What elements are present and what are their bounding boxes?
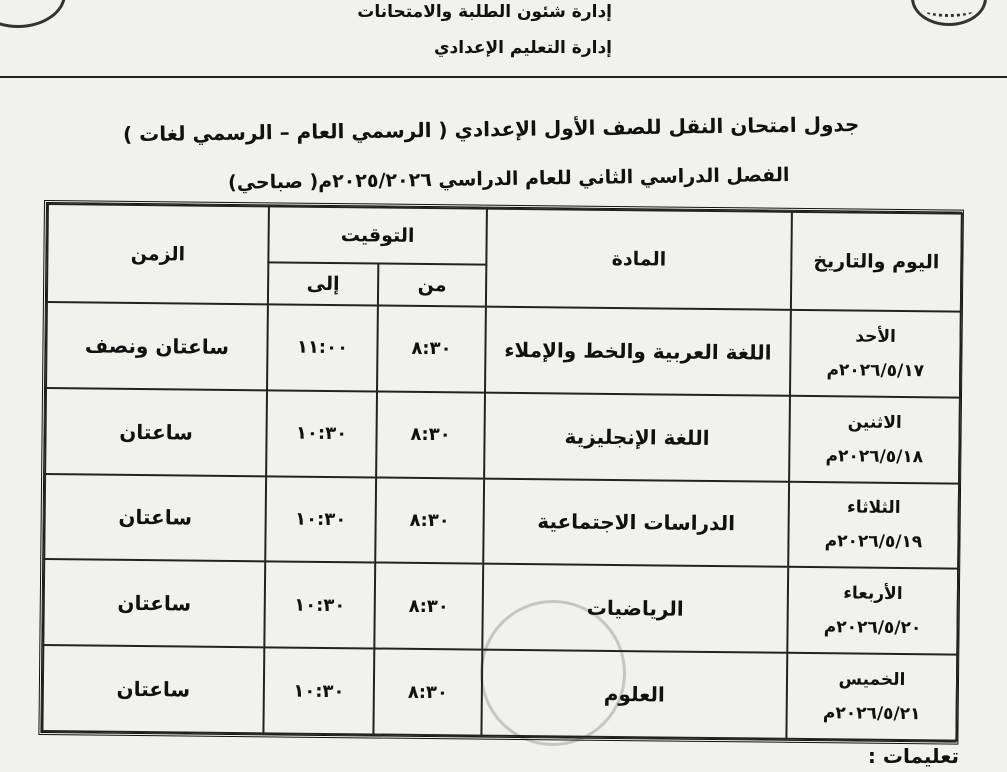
time-to-cell: ١١:٠٠ — [267, 304, 378, 391]
time-to-cell: ١٠:٣٠ — [263, 648, 374, 735]
day-date-cell — [786, 653, 957, 741]
ministry-seal-left — [0, 0, 66, 28]
exam-date: ٢٠٢٦/٥/١٩م — [824, 531, 923, 553]
header-duration: الزمن — [47, 204, 269, 304]
department-line-2: إدارة التعليم الإعدادي — [433, 38, 612, 58]
table-row — [44, 474, 959, 569]
header-to: إلى — [268, 262, 378, 305]
time-from-cell: ٨:٣٠ — [376, 391, 485, 478]
day-name: الاثنين — [847, 412, 902, 433]
time-from-cell: ٨:٣٠ — [374, 563, 483, 650]
document-subtitle: الفصل الدراسي الثاني للعام الدراسي ٢٠٢٥/٢٠٢٦م( صباحي) — [227, 164, 790, 194]
header-subject: المادة — [486, 209, 792, 310]
ministry-seal-right — [911, 0, 987, 26]
table-row — [42, 645, 957, 740]
document-title: جدول امتحان النقل للصف الأول الإعدادي ( الرسمي العام – الرسمي لغات ) — [122, 112, 860, 147]
header-day-date: اليوم والتاريخ — [791, 212, 962, 312]
subject-cell: العلوم — [481, 650, 787, 739]
table-row — [43, 559, 958, 654]
exam-date: ٢٠٢٦/٥/١٧م — [826, 360, 925, 382]
day-name: الثلاثاء — [846, 497, 901, 519]
duration-cell: ساعتان ونصف — [46, 302, 268, 390]
duration-cell: ساعتان — [42, 645, 264, 733]
subject-cell: الدراسات الاجتماعية — [483, 478, 789, 567]
duration-cell: ساعتان — [44, 474, 266, 562]
time-to-cell: ١٠:٣٠ — [264, 562, 375, 649]
department-line-1: إدارة شئون الطلبة والامتحانات — [357, 2, 612, 22]
header-from: من — [378, 264, 486, 307]
time-from-cell: ٨:٣٠ — [377, 306, 486, 393]
time-to-cell: ١٠:٣٠ — [265, 476, 376, 563]
time-from-cell: ٨:٣٠ — [373, 649, 482, 736]
header-divider — [0, 76, 1007, 78]
subject-cell: الرياضيات — [482, 564, 788, 653]
day-date-cell — [788, 481, 959, 569]
table-row — [46, 302, 961, 397]
day-date-cell — [787, 567, 958, 655]
exam-date: ٢٠٢٦/٥/١٨م — [825, 445, 924, 467]
instructions-label: تعليمات : — [867, 744, 959, 768]
day-name: الأحد — [855, 326, 896, 347]
table-row — [45, 388, 960, 483]
time-to-cell: ١٠:٣٠ — [266, 390, 377, 477]
exam-schedule-table — [38, 200, 964, 745]
subject-cell: اللغة العربية والخط والإملاء — [485, 307, 791, 396]
exam-date: ٢٠٢٦/٥/٢١م — [822, 703, 921, 725]
day-date-cell — [789, 396, 960, 484]
exam-date: ٢٠٢٦/٥/٢٠م — [823, 617, 922, 639]
duration-cell: ساعتان — [43, 559, 265, 647]
time-from-cell: ٨:٣٠ — [375, 477, 484, 564]
day-date-cell — [790, 310, 961, 398]
day-name: الخميس — [838, 669, 906, 691]
duration-cell: ساعتان — [45, 388, 267, 476]
header-timing: التوقيت — [268, 206, 487, 264]
day-name: الأربعاء — [843, 583, 903, 605]
subject-cell: اللغة الإنجليزية — [484, 392, 790, 481]
